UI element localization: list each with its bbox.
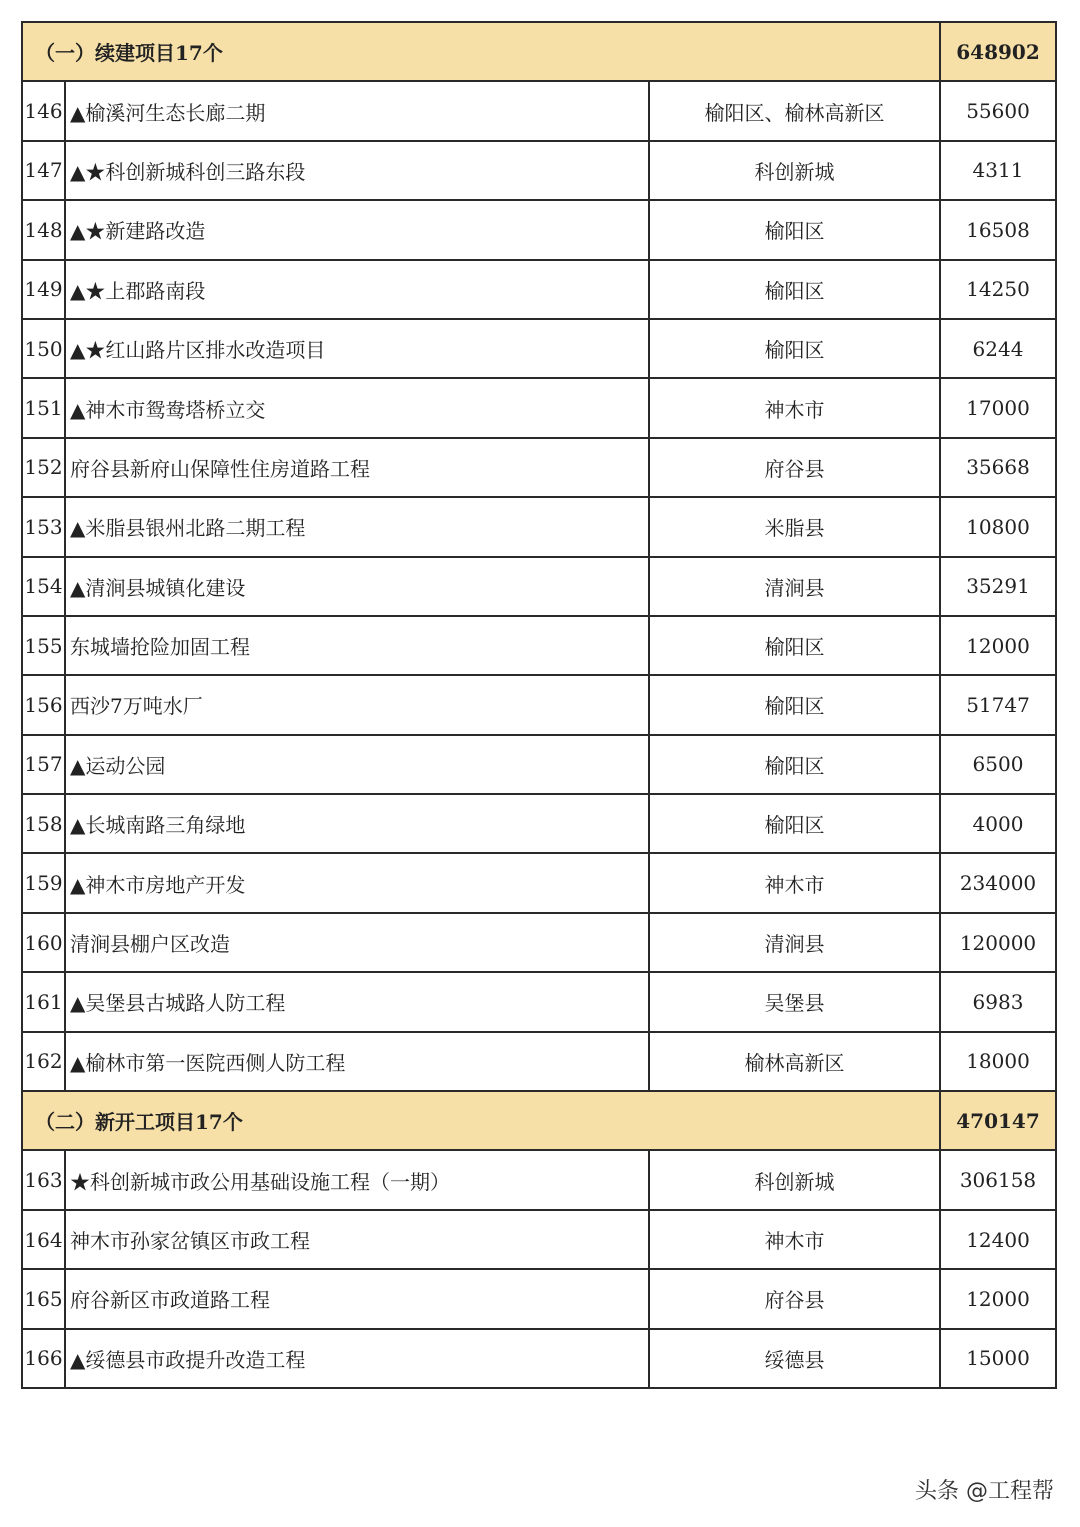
watermark: 头条 @工程帮 [915,1479,1054,1504]
row-number: 148 [22,200,65,259]
row-number: 164 [22,1210,65,1269]
project-name: ▲长城南路三角绿地 [65,794,649,853]
row-number: 157 [22,735,65,794]
section-total: 470147 [940,1091,1056,1150]
table-row [22,853,1056,912]
row-number: 154 [22,557,65,616]
row-number: 153 [22,497,65,556]
project-area: 清涧县 [649,557,940,616]
project-name: ▲榆溪河生态长廊二期 [65,81,649,140]
table-row [22,794,1056,853]
section-total: 648902 [940,22,1056,81]
project-area: 府谷县 [649,1269,940,1328]
project-name: 神木市孙家岔镇区市政工程 [65,1210,649,1269]
row-number: 165 [22,1269,65,1328]
section-title: （一）续建项目17个 [22,22,940,81]
project-area: 神木市 [649,1210,940,1269]
project-name: ▲★新建路改造 [65,200,649,259]
row-number: 158 [22,794,65,853]
table-row [22,675,1056,734]
project-area: 科创新城 [649,1150,940,1209]
project-name: ▲★科创新城科创三路东段 [65,141,649,200]
project-amount: 12000 [940,1269,1056,1328]
project-area: 榆阳区 [649,319,940,378]
table-row [22,378,1056,437]
project-area: 清涧县 [649,913,940,972]
row-number: 159 [22,853,65,912]
project-amount: 55600 [940,81,1056,140]
project-name: ▲吴堡县古城路人防工程 [65,972,649,1031]
project-area: 米脂县 [649,497,940,556]
project-amount: 306158 [940,1150,1056,1209]
table-row [22,557,1056,616]
table-row [22,972,1056,1031]
project-amount: 16508 [940,200,1056,259]
project-name: ▲★红山路片区排水改造项目 [65,319,649,378]
project-amount: 10800 [940,497,1056,556]
project-amount: 17000 [940,378,1056,437]
table-row [22,913,1056,972]
table-row [22,260,1056,319]
project-amount: 35291 [940,557,1056,616]
table-row [22,81,1056,140]
project-amount: 18000 [940,1032,1056,1091]
project-name: ▲清涧县城镇化建设 [65,557,649,616]
project-name: 东城墙抢险加固工程 [65,616,649,675]
section-header-row [22,22,1056,81]
section-header-row [22,1091,1056,1150]
project-name: 府谷县新府山保障性住房道路工程 [65,438,649,497]
row-number: 160 [22,913,65,972]
project-name: 清涧县棚户区改造 [65,913,649,972]
table-row [22,497,1056,556]
table-row [22,735,1056,794]
project-name: ▲神木市鸳鸯塔桥立交 [65,378,649,437]
table-row [22,1150,1056,1209]
row-number: 166 [22,1329,65,1388]
row-number: 162 [22,1032,65,1091]
project-amount: 4000 [940,794,1056,853]
projects-table-body [22,22,1056,1388]
project-area: 榆阳区 [649,794,940,853]
table-row [22,200,1056,259]
project-name: 府谷新区市政道路工程 [65,1269,649,1328]
project-area: 榆阳区 [649,200,940,259]
project-amount: 120000 [940,913,1056,972]
project-name: ▲米脂县银州北路二期工程 [65,497,649,556]
row-number: 149 [22,260,65,319]
project-amount: 6983 [940,972,1056,1031]
project-amount: 6244 [940,319,1056,378]
project-area: 吴堡县 [649,972,940,1031]
row-number: 151 [22,378,65,437]
table-row [22,1269,1056,1328]
project-area: 神木市 [649,378,940,437]
project-amount: 4311 [940,141,1056,200]
project-area: 府谷县 [649,438,940,497]
project-amount: 15000 [940,1329,1056,1388]
project-area: 科创新城 [649,141,940,200]
project-area: 神木市 [649,853,940,912]
project-name: ▲榆林市第一医院西侧人防工程 [65,1032,649,1091]
project-area: 榆林高新区 [649,1032,940,1091]
project-area: 榆阳区 [649,735,940,794]
project-amount: 51747 [940,675,1056,734]
table-row [22,141,1056,200]
row-number: 146 [22,81,65,140]
table-row [22,1329,1056,1388]
project-name: ▲神木市房地产开发 [65,853,649,912]
table-row [22,438,1056,497]
projects-table [21,21,1057,1389]
table-row [22,319,1056,378]
row-number: 147 [22,141,65,200]
project-name: ▲★上郡路南段 [65,260,649,319]
row-number: 161 [22,972,65,1031]
row-number: 155 [22,616,65,675]
row-number: 156 [22,675,65,734]
section-title: （二）新开工项目17个 [22,1091,940,1150]
row-number: 150 [22,319,65,378]
row-number: 152 [22,438,65,497]
project-amount: 14250 [940,260,1056,319]
project-name: ▲绥德县市政提升改造工程 [65,1329,649,1388]
project-area: 榆阳区 [649,260,940,319]
project-name: ★科创新城市政公用基础设施工程（一期） [65,1150,649,1209]
project-amount: 35668 [940,438,1056,497]
row-number: 163 [22,1150,65,1209]
project-amount: 12400 [940,1210,1056,1269]
table-row [22,616,1056,675]
project-amount: 12000 [940,616,1056,675]
project-area: 榆阳区 [649,616,940,675]
project-area: 榆阳区 [649,675,940,734]
table-row [22,1032,1056,1091]
project-name: ▲运动公园 [65,735,649,794]
project-amount: 234000 [940,853,1056,912]
table-row [22,1210,1056,1269]
project-amount: 6500 [940,735,1056,794]
project-name: 西沙7万吨水厂 [65,675,649,734]
project-area: 绥德县 [649,1329,940,1388]
project-area: 榆阳区、榆林高新区 [649,81,940,140]
